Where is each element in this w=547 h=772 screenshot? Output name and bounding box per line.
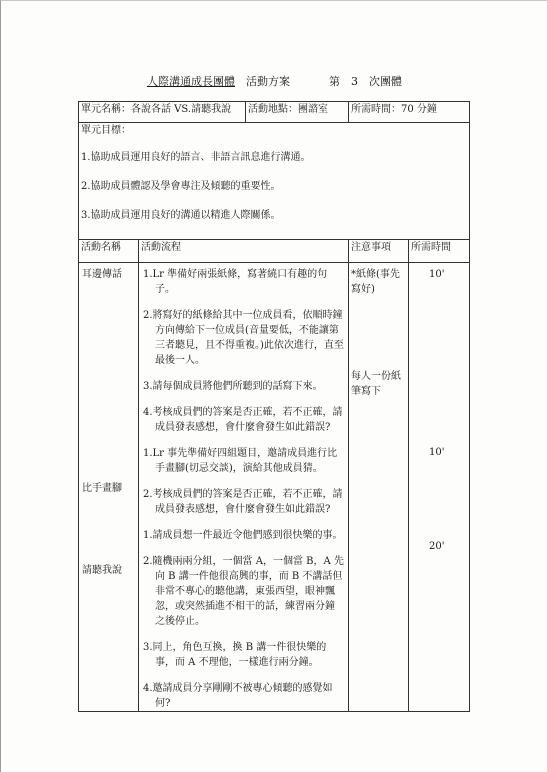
goals-cell: [79, 123, 470, 240]
goals-row: [79, 123, 470, 240]
column-header-row: [79, 240, 470, 263]
activity-name: 比手畫腳: [82, 483, 122, 494]
unit-name-cell: 單元名稱：各說各話 VS.請聽我說: [79, 102, 246, 123]
activity-body-row: [79, 263, 470, 712]
step-item: 1.請成員想一件最近令他們感到很快樂的事。: [143, 530, 343, 541]
note-item: *紙條(事先寫好): [351, 269, 400, 295]
goal-item: 1.協助成員運用良好的語言、非語言訊息進行溝通。: [81, 152, 311, 163]
activity-name: 請聽我說: [82, 565, 122, 576]
note-item: 每人一份紙筆寫下: [351, 371, 402, 397]
step-item: 4.考核成員們的答案是否正確，若不正確，請成員發表感想，會什麼會發生如此錯誤?: [143, 407, 343, 433]
location-cell: 活動地點：團諮室: [246, 102, 349, 123]
time-cell: [409, 263, 470, 712]
activity-time: 20': [429, 541, 445, 552]
step-item: 1.Lr 準備好兩張紙條，寫著繞口有趣的句子。: [143, 269, 328, 295]
activity-name: 耳邊傳話: [82, 269, 122, 280]
duration-cell: 所需時間：70 分鐘: [349, 102, 470, 123]
activity-time: 10': [429, 269, 445, 280]
group-title: 人際溝通成長團體: [147, 75, 235, 88]
activity-steps-cell: [139, 263, 349, 712]
step-item: 3.同上，角色互換，換 B 講一件很快樂的事，而 A 不理他，一樣進行兩分鐘。: [143, 642, 327, 668]
step-item: 3.請每個成員將他們所聽到的話寫下來。: [143, 381, 323, 392]
plan-label: 活動方案: [246, 75, 290, 88]
col-time: 所需時間: [409, 240, 470, 263]
step-item: 2.隨機兩兩分組，一個當 A，一個當 B，A 先向 B 講一件他很高興的事，而 B 不講話但非常不專心的聽他講，東張西望，眼神飄忽，或突然插進不相干的話，練習兩分鐘之後停止。: [143, 556, 344, 627]
step-item: 2.將寫好的紙條給其中一位成員看，依順時鐘方向傳給下一位成員(音量要低，不能讓第三者聽見，且不得重複。)此依次進行，直至最後一人。: [143, 310, 344, 366]
step-item: 4.邀請成員分享剛剛不被專心傾聽的感覺如何?: [143, 683, 333, 709]
activity-names-cell: [79, 263, 139, 712]
step-item: 1.Lr 事先準備好四組題目，邀請成員進行比手畫腳(切忌交談)，演給其他成員猜。: [143, 448, 338, 474]
col-activity-flow: 活動流程: [139, 240, 349, 263]
goals-heading: 單元目標：: [81, 125, 131, 136]
notes-cell: [349, 263, 409, 712]
col-activity-name: 活動名稱: [79, 240, 139, 263]
session-label: 第 3 次團體: [329, 75, 402, 88]
step-item: 2.考核成員們的答案是否正確，若不正確，請成員發表感想，會什麼會發生如此錯誤?: [143, 489, 343, 515]
info-row: [79, 102, 470, 123]
goal-item: 3.協助成員運用良好的溝通以精進人際關係。: [81, 210, 281, 221]
activity-time: 10': [429, 447, 445, 458]
activity-plan-table: [78, 101, 470, 712]
document-header: [1, 73, 547, 89]
col-notes: 注意事項: [349, 240, 409, 263]
goal-item: 2.協助成員體認及學會專注及傾聽的重要性。: [81, 181, 281, 192]
